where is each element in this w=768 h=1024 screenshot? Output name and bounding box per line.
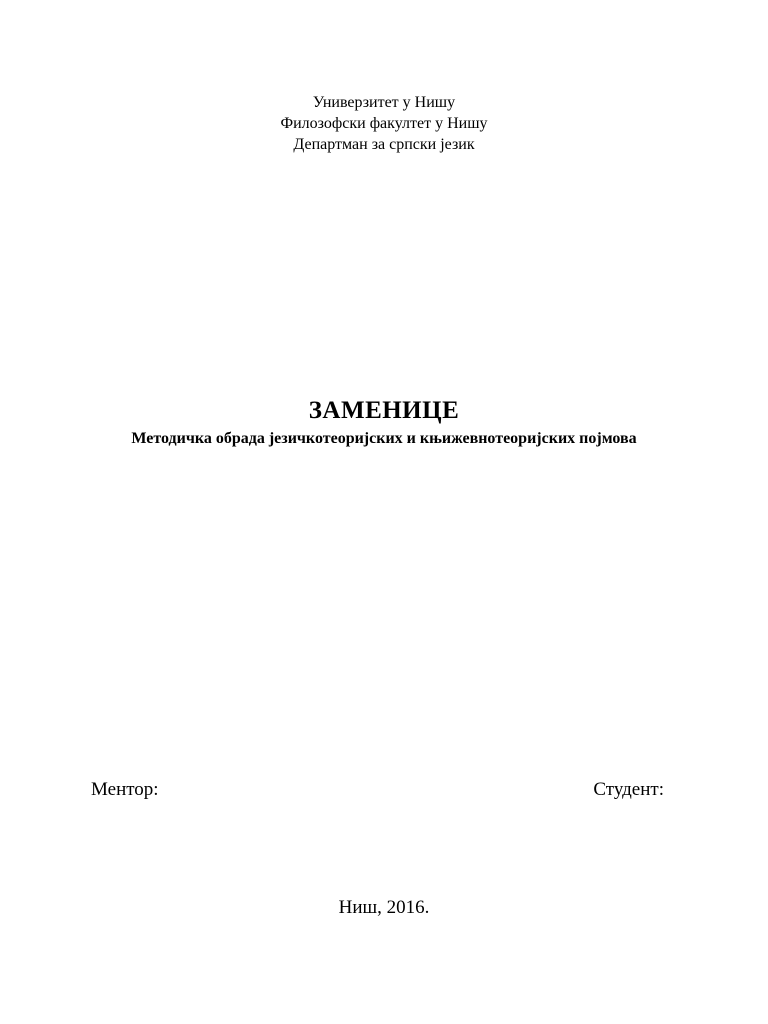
mentor-label: Ментор: xyxy=(91,779,159,800)
faculty-name: Филозофски факултет у Нишу xyxy=(280,115,488,132)
document-title: ЗАМЕНИЦЕ xyxy=(308,397,460,424)
document-subtitle: Методичка обрада језичкотеоријских и књижевнотеоријских појмова xyxy=(131,430,637,447)
signature-row xyxy=(91,777,664,803)
place-date: Ниш, 2016. xyxy=(338,897,430,918)
department-name: Департман за српски језик xyxy=(293,136,475,153)
title-block xyxy=(0,394,768,450)
institution-header xyxy=(0,92,768,155)
university-name: Универзитет у Нишу xyxy=(312,94,456,111)
student-label: Студент: xyxy=(593,779,664,800)
